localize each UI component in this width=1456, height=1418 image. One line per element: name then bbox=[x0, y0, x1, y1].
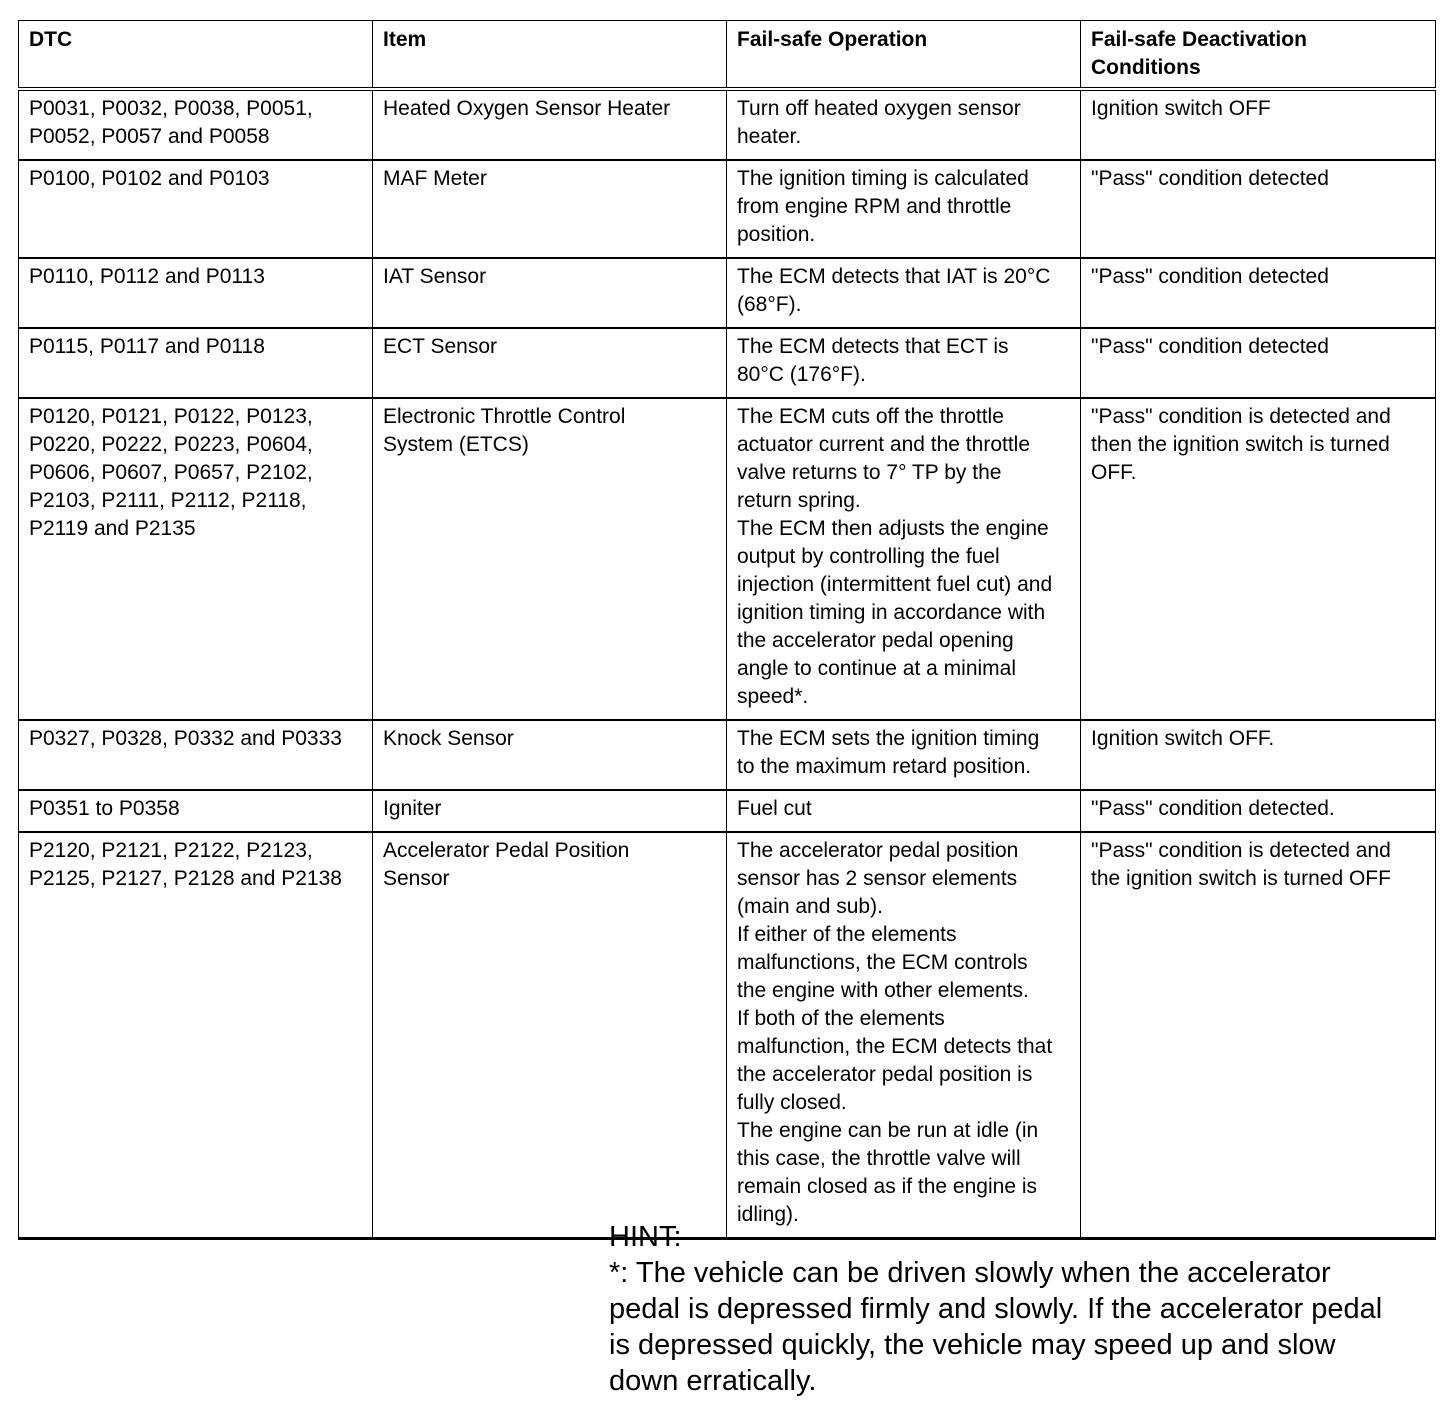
dtc-cell bbox=[19, 160, 373, 258]
cell-text-line: The engine can be run at idle (in bbox=[737, 1119, 1039, 1142]
cell-text-line: P0100, P0102 and P0103 bbox=[29, 167, 270, 190]
failsafe-operation-cell bbox=[727, 328, 1081, 398]
cell-text-line: P0351 to P0358 bbox=[29, 797, 180, 820]
cell-text-line: this case, the throttle valve will bbox=[737, 1147, 1021, 1170]
cell-text-line: The ECM then adjusts the engine bbox=[737, 517, 1049, 540]
item-cell bbox=[373, 832, 727, 1239]
header-deactivation-line1: Fail-safe Deactivation bbox=[1091, 28, 1307, 51]
cell-text-line: "Pass" condition is detected and bbox=[1091, 839, 1391, 862]
failsafe-deactivation-cell bbox=[1081, 160, 1436, 258]
cell-text-line: The ECM detects that IAT is 20°C bbox=[737, 265, 1051, 288]
item-cell bbox=[373, 720, 727, 790]
dtc-cell bbox=[19, 328, 373, 398]
cell-text-line: the engine with other elements. bbox=[737, 979, 1029, 1002]
cell-text-line: (68°F). bbox=[737, 293, 802, 316]
item-cell bbox=[373, 790, 727, 832]
cell-text-line: Ignition switch OFF bbox=[1091, 97, 1271, 120]
cell-text-line: "Pass" condition detected. bbox=[1091, 797, 1335, 820]
table-row bbox=[19, 89, 1436, 160]
cell-text-line: to the maximum retard position. bbox=[737, 755, 1032, 778]
cell-text-line: P0120, P0121, P0122, P0123, bbox=[29, 405, 313, 428]
table-row bbox=[19, 328, 1436, 398]
cell-text-line: position. bbox=[737, 223, 816, 246]
header-failsafe-operation: Fail-safe Operation bbox=[727, 21, 1081, 90]
cell-text-line: malfunction, the ECM detects that bbox=[737, 1035, 1053, 1058]
cell-text-line: OFF. bbox=[1091, 461, 1137, 484]
cell-text-line: The ECM sets the ignition timing bbox=[737, 727, 1040, 750]
dtc-cell bbox=[19, 720, 373, 790]
cell-text-line: IAT Sensor bbox=[383, 265, 487, 288]
cell-text-line: from engine RPM and throttle bbox=[737, 195, 1012, 218]
cell-text-line: If both of the elements bbox=[737, 1007, 945, 1030]
cell-text-line: speed*. bbox=[737, 685, 809, 708]
cell-text-line: output by controlling the fuel bbox=[737, 545, 1000, 568]
cell-text-line: valve returns to 7° TP by the bbox=[737, 461, 1002, 484]
cell-text-line: Knock Sensor bbox=[383, 727, 514, 750]
header-failsafe-deactivation bbox=[1081, 21, 1436, 90]
table-row bbox=[19, 160, 1436, 258]
failsafe-deactivation-cell bbox=[1081, 328, 1436, 398]
failsafe-table bbox=[18, 20, 1436, 1240]
cell-text-line: malfunctions, the ECM controls bbox=[737, 951, 1028, 974]
failsafe-operation-cell bbox=[727, 258, 1081, 328]
table-row bbox=[19, 720, 1436, 790]
cell-text-line: The ignition timing is calculated bbox=[737, 167, 1029, 190]
failsafe-deactivation-cell bbox=[1081, 89, 1436, 160]
dtc-cell bbox=[19, 832, 373, 1239]
cell-text-line: Fuel cut bbox=[737, 797, 812, 820]
failsafe-deactivation-cell bbox=[1081, 720, 1436, 790]
cell-text-line: heater. bbox=[737, 125, 802, 148]
cell-text-line: ignition timing in accordance with bbox=[737, 601, 1046, 624]
cell-text-line: "Pass" condition is detected and bbox=[1091, 405, 1391, 428]
table-row bbox=[19, 832, 1436, 1239]
failsafe-deactivation-cell bbox=[1081, 832, 1436, 1239]
cell-text-line: P0220, P0222, P0223, P0604, bbox=[29, 433, 313, 456]
cell-text-line: ECT Sensor bbox=[383, 335, 497, 358]
header-item: Item bbox=[373, 21, 727, 90]
hint-block bbox=[609, 1219, 1439, 1399]
cell-text-line: P2120, P2121, P2122, P2123, bbox=[29, 839, 313, 862]
failsafe-operation-cell bbox=[727, 832, 1081, 1239]
cell-text-line: P2103, P2111, P2112, P2118, bbox=[29, 489, 307, 512]
cell-text-line: P2125, P2127, P2128 and P2138 bbox=[29, 867, 342, 890]
hint-line: pedal is depressed firmly and slowly. If the accelerator pedal bbox=[609, 1293, 1383, 1325]
item-cell bbox=[373, 258, 727, 328]
hint-line: is depressed quickly, the vehicle may speed up and slow bbox=[609, 1329, 1336, 1361]
cell-text-line: Heated Oxygen Sensor Heater bbox=[383, 97, 671, 120]
cell-text-line: 80°C (176°F). bbox=[737, 363, 866, 386]
failsafe-operation-cell bbox=[727, 89, 1081, 160]
cell-text-line: return spring. bbox=[737, 489, 861, 512]
failsafe-operation-cell bbox=[727, 398, 1081, 720]
cell-text-line: "Pass" condition detected bbox=[1091, 335, 1329, 358]
item-cell bbox=[373, 398, 727, 720]
header-dtc: DTC bbox=[19, 21, 373, 90]
cell-text-line: The ECM cuts off the throttle bbox=[737, 405, 1004, 428]
table-row bbox=[19, 790, 1436, 832]
failsafe-deactivation-cell bbox=[1081, 398, 1436, 720]
table-header-row bbox=[19, 21, 1436, 90]
table-row bbox=[19, 258, 1436, 328]
cell-text-line: the accelerator pedal position is bbox=[737, 1063, 1033, 1086]
cell-text-line: Accelerator Pedal Position bbox=[383, 839, 630, 862]
cell-text-line: Sensor bbox=[383, 867, 450, 890]
cell-text-line: P0110, P0112 and P0113 bbox=[29, 265, 265, 288]
cell-text-line: P0115, P0117 and P0118 bbox=[29, 335, 265, 358]
cell-text-line: sensor has 2 sensor elements bbox=[737, 867, 1018, 890]
cell-text-line: "Pass" condition detected bbox=[1091, 167, 1329, 190]
cell-text-line: then the ignition switch is turned bbox=[1091, 433, 1390, 456]
cell-text-line: Electronic Throttle Control bbox=[383, 405, 626, 428]
item-cell bbox=[373, 328, 727, 398]
failsafe-operation-cell bbox=[727, 790, 1081, 832]
cell-text-line: The accelerator pedal position bbox=[737, 839, 1019, 862]
cell-text-line: the ignition switch is turned OFF bbox=[1091, 867, 1391, 890]
dtc-cell bbox=[19, 790, 373, 832]
cell-text-line: Ignition switch OFF. bbox=[1091, 727, 1275, 750]
item-cell bbox=[373, 89, 727, 160]
failsafe-deactivation-cell bbox=[1081, 790, 1436, 832]
cell-text-line: actuator current and the throttle bbox=[737, 433, 1031, 456]
cell-text-line: MAF Meter bbox=[383, 167, 487, 190]
cell-text-line: fully closed. bbox=[737, 1091, 847, 1114]
cell-text-line: P0327, P0328, P0332 and P0333 bbox=[29, 727, 342, 750]
cell-text-line: P0031, P0032, P0038, P0051, bbox=[29, 97, 313, 120]
header-deactivation-line2: Conditions bbox=[1091, 56, 1201, 79]
cell-text-line: P0606, P0607, P0657, P2102, bbox=[29, 461, 313, 484]
cell-text-line: Turn off heated oxygen sensor bbox=[737, 97, 1021, 120]
hint-line: *: The vehicle can be driven slowly when the accelerator bbox=[609, 1257, 1331, 1289]
cell-text-line: If either of the elements bbox=[737, 923, 957, 946]
cell-text-line: P0052, P0057 and P0058 bbox=[29, 125, 270, 148]
table-body bbox=[19, 89, 1436, 1239]
cell-text-line: System (ETCS) bbox=[383, 433, 529, 456]
hint-line: down erratically. bbox=[609, 1365, 817, 1397]
hint-title: HINT: bbox=[609, 1221, 682, 1253]
failsafe-deactivation-cell bbox=[1081, 258, 1436, 328]
dtc-cell bbox=[19, 258, 373, 328]
cell-text-line: idling). bbox=[737, 1203, 799, 1226]
cell-text-line: P2119 and P2135 bbox=[29, 517, 196, 540]
dtc-cell bbox=[19, 89, 373, 160]
cell-text-line: remain closed as if the engine is bbox=[737, 1175, 1037, 1198]
dtc-cell bbox=[19, 398, 373, 720]
failsafe-operation-cell bbox=[727, 720, 1081, 790]
cell-text-line: "Pass" condition detected bbox=[1091, 265, 1329, 288]
cell-text-line: the accelerator pedal opening bbox=[737, 629, 1014, 652]
cell-text-line: injection (intermittent fuel cut) and bbox=[737, 573, 1053, 596]
failsafe-operation-cell bbox=[727, 160, 1081, 258]
table-row bbox=[19, 398, 1436, 720]
cell-text-line: The ECM detects that ECT is bbox=[737, 335, 1009, 358]
cell-text-line: angle to continue at a minimal bbox=[737, 657, 1016, 680]
cell-text-line: (main and sub). bbox=[737, 895, 883, 918]
cell-text-line: Igniter bbox=[383, 797, 442, 820]
item-cell bbox=[373, 160, 727, 258]
